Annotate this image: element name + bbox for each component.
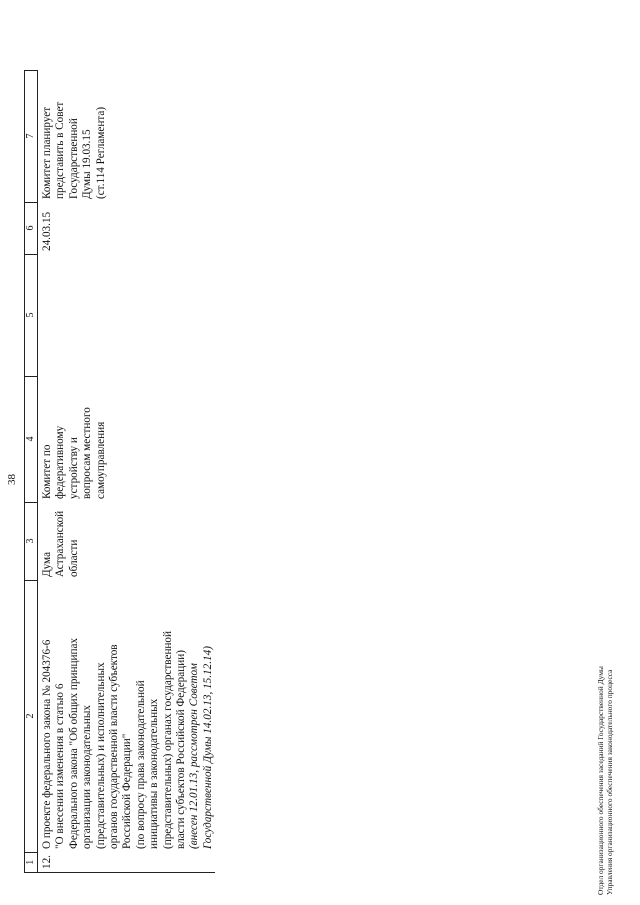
- bills-table: [24, 70, 215, 873]
- footer-line: Управления организационного обеспечения законодательного процесса: [605, 669, 614, 895]
- committee-line: федеративному: [54, 425, 67, 500]
- bill-line: (представительных) и исполнительных: [94, 662, 107, 850]
- initiator-line: области: [67, 539, 80, 578]
- footer-note: [596, 666, 614, 895]
- status-line: Думы 19.03.15: [81, 129, 94, 200]
- row-number: 12.: [38, 852, 216, 872]
- status-line: Государственной: [67, 118, 80, 200]
- column-5-cell: [38, 254, 216, 376]
- initiator: [38, 502, 216, 580]
- bill-line: (представительных) органах государственной: [161, 630, 174, 850]
- column-header: 7: [25, 70, 38, 202]
- bill-description: [38, 580, 216, 852]
- column-header: 2: [25, 580, 38, 852]
- responsible-committee: [38, 376, 216, 502]
- table-header-row: [25, 70, 38, 872]
- table-row: [38, 70, 216, 872]
- column-header: 6: [25, 202, 38, 254]
- committee-line: самоуправления: [94, 421, 107, 500]
- committee-line: вопросам местного: [81, 407, 94, 500]
- date-cell: 24.03.15: [38, 202, 216, 254]
- bill-line: власти субъектов Российской Федерации): [175, 650, 188, 850]
- page-number: 38: [6, 474, 18, 485]
- column-header: 3: [25, 502, 38, 580]
- status-line: представить в Совет: [54, 101, 67, 200]
- initiator-line: Дума Астраханской: [41, 510, 67, 578]
- bill-line: органов государственной власти субъектов: [108, 644, 121, 850]
- status-line: Комитет планирует: [41, 106, 53, 200]
- bill-note: Государственной Думы 14.02.13, 15.12.14): [201, 646, 214, 850]
- bill-line: "О внесении изменения в статью 6: [54, 683, 67, 850]
- status-note: [38, 70, 216, 202]
- bill-line: Российской Федерации": [121, 733, 134, 850]
- bill-note: (внесен 12.01.13, рассмотрен Советом: [188, 663, 201, 850]
- committee-line: Комитет по: [41, 444, 53, 500]
- column-header: 4: [25, 376, 38, 502]
- bill-line: организации законодательных: [81, 705, 94, 850]
- footer-line: Отдел организационного обеспечения заседаний Государственной Думы: [596, 666, 605, 895]
- column-header: 5: [25, 254, 38, 376]
- bill-line: инициативы в законодательных: [148, 698, 161, 850]
- bill-line: Федерального закона "Об общих принципах: [67, 637, 80, 850]
- bill-line: О проекте федерального закона № 204376-6: [41, 639, 53, 850]
- status-line: (ст.114 Регламента): [94, 106, 107, 200]
- committee-line: устройству и: [67, 437, 80, 500]
- column-header: 1: [25, 852, 38, 872]
- bill-line: (по вопросу права законодательной: [134, 680, 147, 850]
